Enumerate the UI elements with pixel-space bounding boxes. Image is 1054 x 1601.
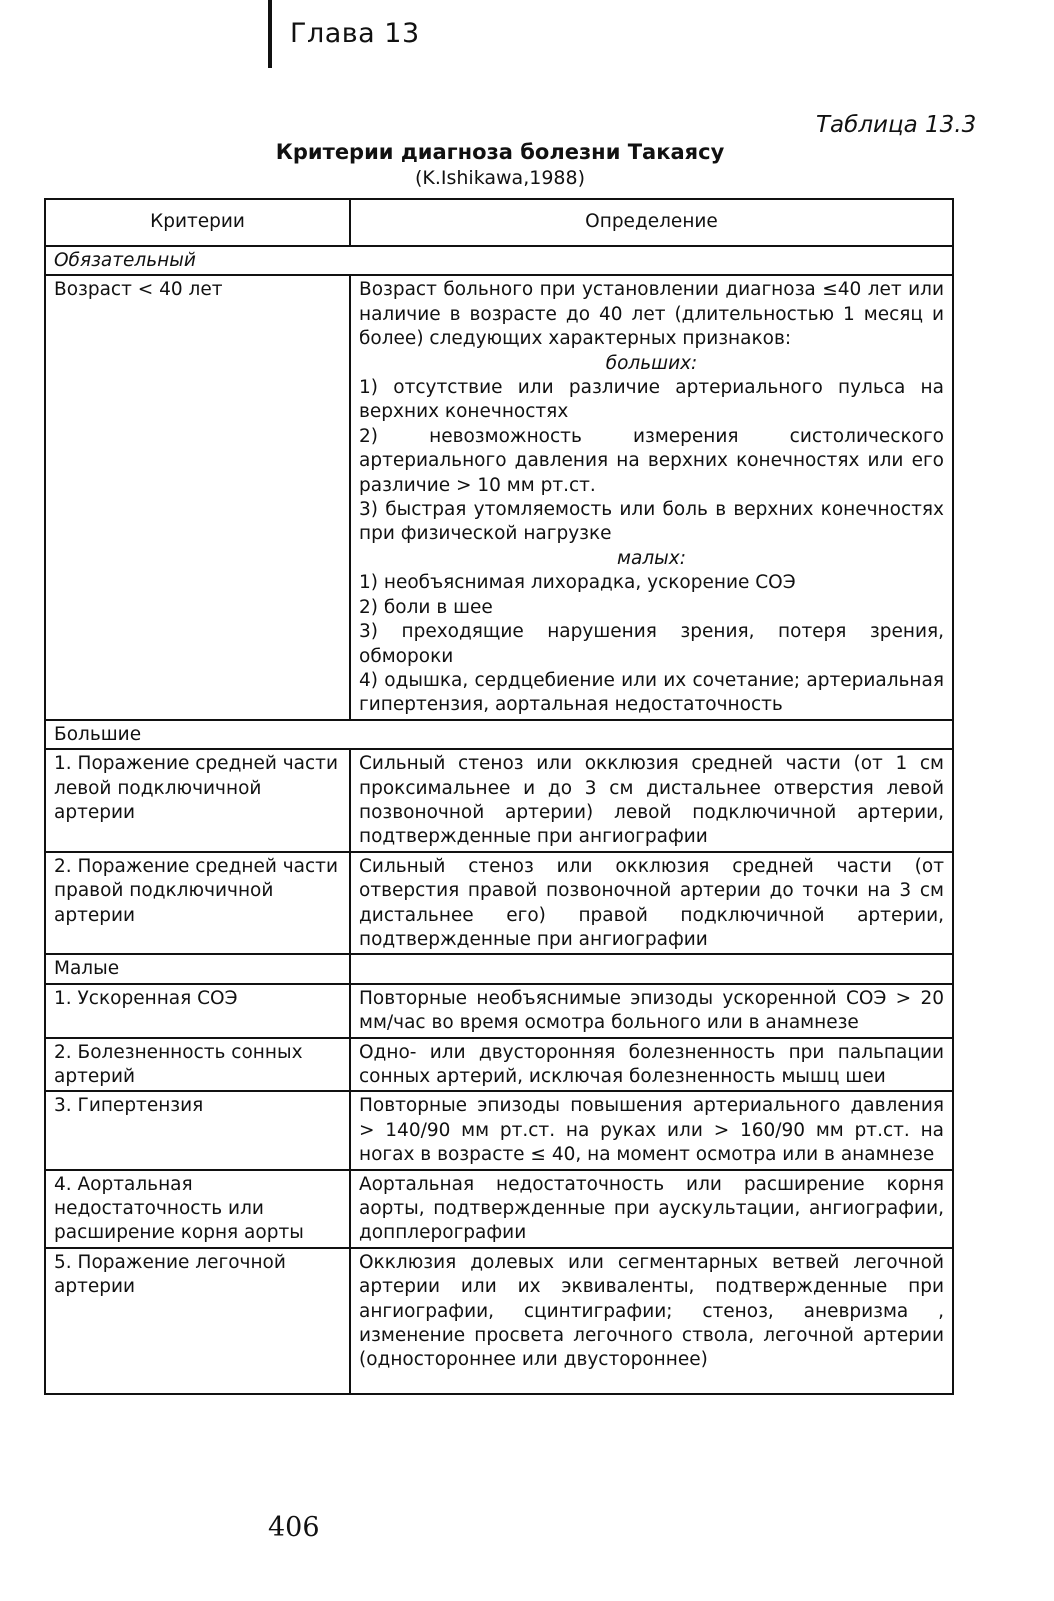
page-number: 406 <box>268 1512 320 1543</box>
definition-cell: Окклюзия долевых или сегментарных ветвей легочной артерии или их эквиваленты, подтвержденные при ангиографии, сцинтиграфии; стеноз, аневризма , изменение просвета легочного ствола, легочной артерии (одностороннее или двустороннее) <box>350 1248 953 1394</box>
definition-cell: Повторные эпизоды повышения артериального давления > 140/90 мм рт.ст. на руках или > 160/90 мм рт.ст. на ногах в возрасте ≤ 40, на момент осмотра или в анамнезе <box>350 1091 953 1169</box>
table-title: Критерии диагноза болезни Такаясу <box>275 140 725 164</box>
criterion-cell: 3. Гипертензия <box>45 1091 350 1169</box>
section-label-major: Большие <box>45 720 953 749</box>
criterion-cell: 2. Болезненность сонных артерий <box>45 1038 350 1092</box>
section-row-major <box>45 720 953 749</box>
definition-cell: Одно- или двусторонняя болезненность при пальпации сонных артерий, исключая болезненность мышц шеи <box>350 1038 953 1092</box>
definition-cell: Сильный стеноз или окклюзия средней части (от 1 см проксимальнее и до 3 см дистальнее отверстия левой позвоночной артерии) левой подключичной артерии, подтвержденные при ангиографии <box>350 749 953 852</box>
definition-cell: Повторные необъяснимые эпизоды ускоренной СОЭ > 20 мм/час во время осмотра больного или в анамнезе <box>350 984 953 1038</box>
empty-cell <box>350 954 953 983</box>
section-row-mandatory <box>45 246 953 275</box>
major-sign-item: 1) отсутствие или различие артериального пульса на верхних конечностях <box>359 377 944 423</box>
definition-cell: Сильный стеноз или окклюзия средней части (от отверстия правой позвоночной артерии до точки на 3 см дистальнее его) правой подключичной артерии, подтвержденные при ангиографии <box>350 852 953 955</box>
column-header-definition: Определение <box>350 199 953 246</box>
criterion-cell: 1. Поражение средней части левой подключичной артерии <box>45 749 350 852</box>
definition-intro: Возраст больного при установлении диагноза ≤40 лет или наличие в возрасте до 40 лет (длительностью 1 месяц и более) следующих характерных признаков: <box>359 279 944 350</box>
minor-sign-item: 2) боли в шее <box>359 596 493 618</box>
table-row <box>45 1038 953 1092</box>
table-number: Таблица 13.3 <box>816 112 977 138</box>
minor-sign-item: 4) одышка, сердцебиение или их сочетание; артериальная гипертензия, аортальная недостаточность <box>359 669 944 716</box>
minor-sign-item: 3) преходящие нарушения зрения, потеря зрения, обмороки <box>359 621 944 667</box>
criterion-cell: Возраст < 40 лет <box>45 275 350 719</box>
section-label-mandatory: Обязательный <box>45 246 953 275</box>
chapter-rule <box>268 0 272 68</box>
table-header-row <box>45 199 953 246</box>
minor-signs-heading: малых: <box>617 547 686 569</box>
table-row <box>45 1170 953 1248</box>
criterion-cell: 2. Поражение средней части правой подключичной артерии <box>45 852 350 955</box>
table-subtitle: (K.Ishikawa,1988) <box>414 167 586 189</box>
criteria-table <box>44 198 954 1395</box>
section-row-minor <box>45 954 953 983</box>
definition-cell: Аортальная недостаточность или расширение корня аорты, подтвержденные при аускультации, ангиографии, допплерографии <box>350 1170 953 1248</box>
table-row <box>45 984 953 1038</box>
major-signs-heading: больших: <box>605 352 698 374</box>
table-row <box>45 275 953 719</box>
major-sign-item: 3) быстрая утомляемость или боль в верхних конечностях при физической нагрузке <box>359 499 944 545</box>
criterion-cell: 5. Поражение легочной артерии <box>45 1248 350 1394</box>
table-row <box>45 749 953 852</box>
section-label-minor: Малые <box>45 954 350 983</box>
criterion-cell: 1. Ускоренная СОЭ <box>45 984 350 1038</box>
column-header-criteria: Критерии <box>45 199 350 246</box>
minor-sign-item: 1) необъяснимая лихорадка, ускорение СОЭ <box>359 572 796 594</box>
criterion-cell: 4. Аортальная недостаточность или расширение корня аорты <box>45 1170 350 1248</box>
chapter-heading: Глава 13 <box>290 18 420 49</box>
definition-cell <box>350 275 953 719</box>
table-row <box>45 852 953 955</box>
major-sign-item: 2) невозможность измерения систолического артериального давления на верхних конечностях или его различие > 10 мм рт.ст. <box>359 425 944 496</box>
table-row <box>45 1248 953 1394</box>
table-row <box>45 1091 953 1169</box>
